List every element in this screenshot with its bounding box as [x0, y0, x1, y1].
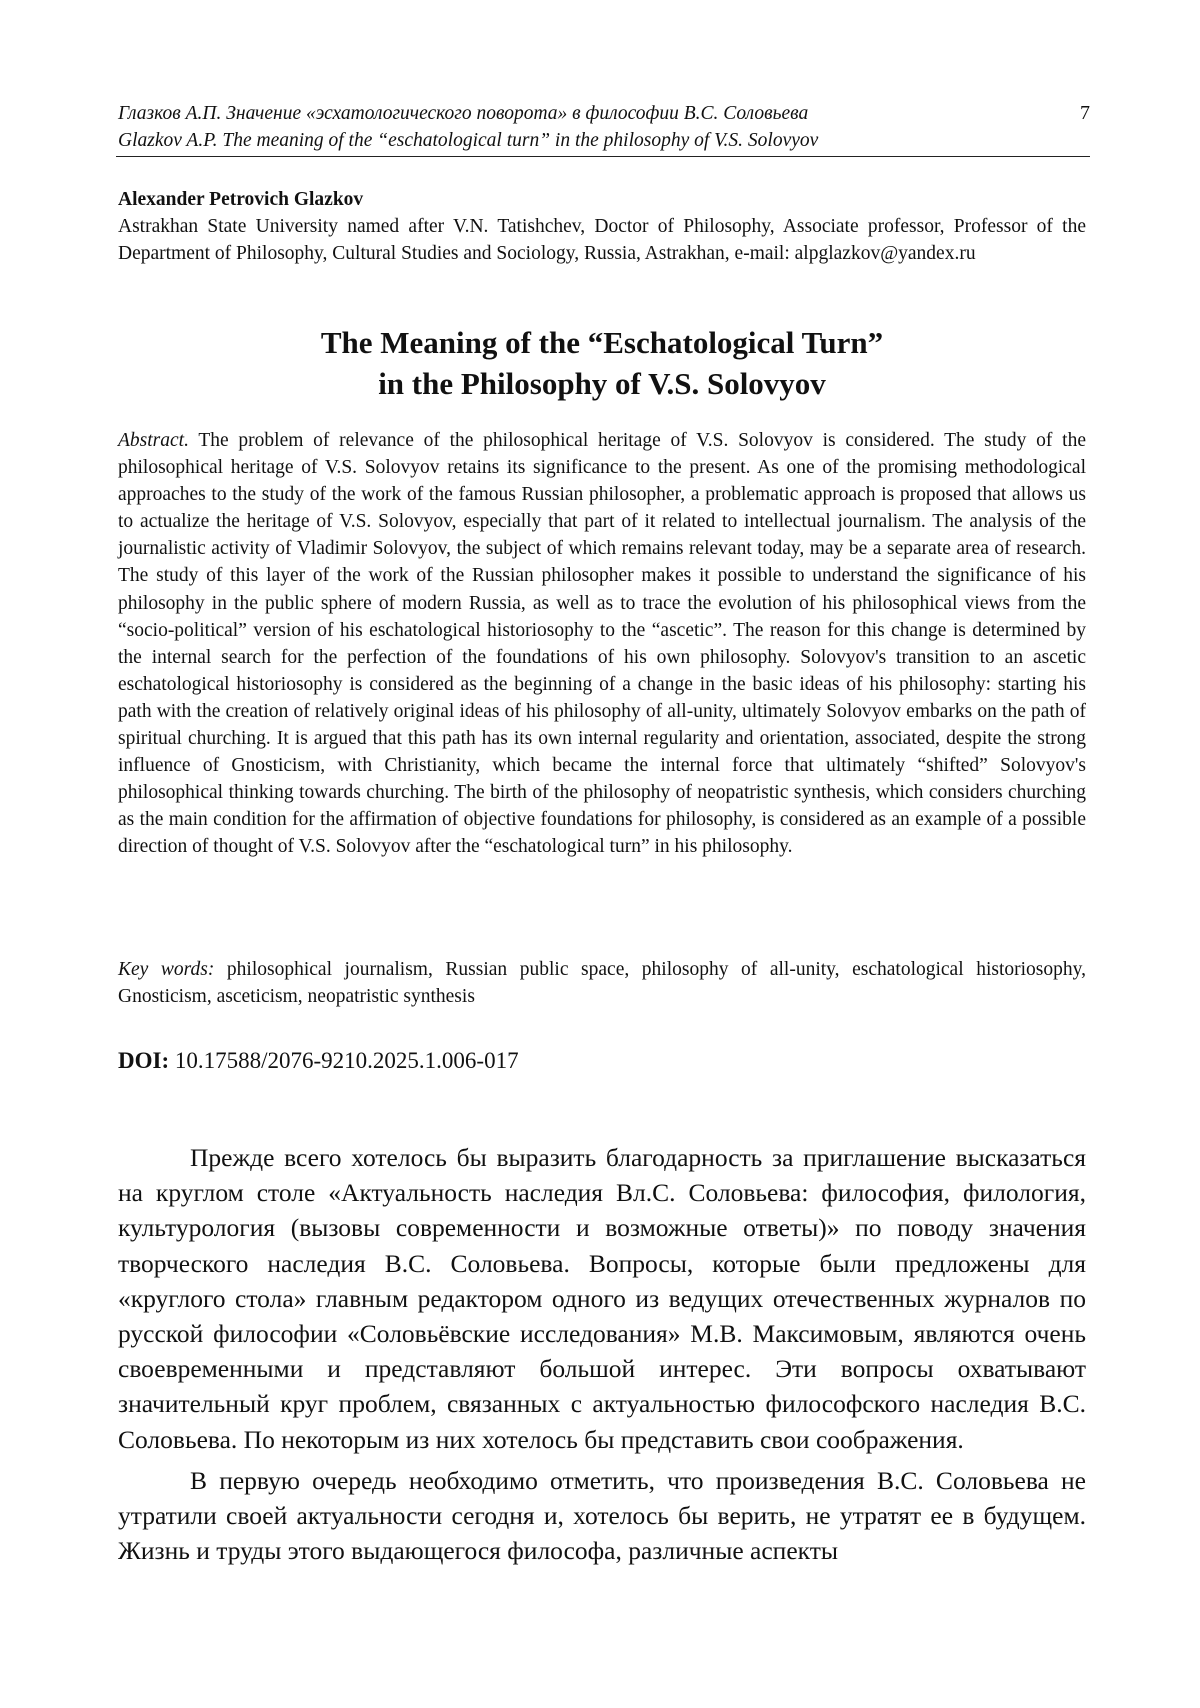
abstract-label: Abstract.: [118, 430, 189, 451]
keywords-text: philosophical journalism, Russian public space, philosophy of all-unity, eschatological historiosophy, Gnosticism, asceticism, neopatristic synthesis: [118, 959, 1086, 1007]
body-text: [118, 1140, 1086, 1568]
keywords-label: Key words:: [118, 959, 215, 980]
body-paragraph: Прежде всего хотелось бы выразить благодарность за приглашение высказаться на круглом столе «Актуальность наследия Вл.С. Соловьева: философия, филология, культурология (вызовы современности и возможные ответы)» по поводу значения творческого наследия В.С. Соловьева. Вопросы, которые были предложены для «круглого стола» главным редактором одного из ведущих отечественных журналов по русской философии «Соловьёвские исследования» М.В. Максимовым, являются очень своевременными и представляют большой интерес. Эти вопросы охватывают значительный круг проблем, связанных с актуальностью философского наследия В.С. Соловьева. По некоторым из них хотелось бы представить свои соображения.: [118, 1143, 1086, 1454]
abstract-text: The problem of relevance of the philosophical heritage of V.S. Solovyov is considered. The study of the philosophical heritage of V.S. Solovyov retains its significance to the present. As one of the promising methodological approaches to the study of the work of the famous Russian philosopher, a problematic approach is proposed that allows us to actualize the heritage of V.S. Solovyov, especially that part of it related to intellectual journalism. The analysis of the journalistic activity of Vladimir Solovyov, the subject of which remains relevant today, may be a separate area of research. The study of this layer of the work of the Russian philosopher makes it possible to understand the significance of his philosophy in the public sphere of modern Russia, as well as to trace the evolution of his philosophical views from the “socio-political” version of his eschatological historiosophy to the “ascetic”. The reason for this change is determined by the internal search for the perfection of the foundations of his own philosophy. Solovyov's transition to an ascetic eschatological historiosophy is considered as the beginning of a change in the basic ideas of his philosophy: starting his path with the creation of relatively original ideas of his philosophy of all-unity, ultimately Solovyov embarks on the path of spiritual churching. It is argued that this path has its own internal regularity and orientation, associated, despite the strong influence of Gnosticism, with Christianity, which became the internal force that ultimately “shifted” Solovyov's philosophical thinking towards churching. The birth of the philosophy of neopatristic synthesis, which considers churching as the main condition for the affirmation of objective foundations for philosophy, is considered as an example of a possible direction of thought of V.S. Solovyov after the “eschatological turn” in his philosophy.: [118, 430, 1086, 858]
article-title: [118, 322, 1086, 404]
author-name: Alexander Petrovich Glazkov: [118, 189, 364, 210]
keywords: [118, 956, 1086, 1010]
running-header: [118, 100, 1090, 154]
header-divider: [116, 156, 1090, 157]
abstract: [118, 427, 1086, 861]
body-paragraph: В первую очередь необходимо отметить, что произведения В.С. Соловьева не утратили своей актуальности сегодня и, хотелось бы верить, не утратят ее в будущем. Жизнь и труды этого выдающегося философа, различные аспекты: [118, 1465, 1086, 1566]
doi: [118, 1046, 1086, 1076]
article-title-line-1: The Meaning of the “Eschatological Turn”: [320, 325, 884, 360]
doi-value: 10.17588/2076-9210.2025.1.006-017: [169, 1048, 519, 1073]
author-block: [118, 186, 1086, 267]
running-header-ru: Глазков А.П. Значение «эсхатологического поворота» в философии В.С. Соловьева: [118, 103, 809, 124]
running-header-en: Glazkov A.P. The meaning of the “eschatological turn” in the philosophy of V.S. Solovyov: [118, 130, 819, 151]
page-number: 7: [1080, 102, 1090, 124]
doi-label: DOI:: [118, 1048, 170, 1073]
author-affiliation: Astrakhan State University named after V.N. Tatishchev, Doctor of Philosophy, Associate professor, Professor of the Department of Philosophy, Cultural Studies and Sociology, Russia, Astrakhan, e-mail: alpglazkov@yandex.ru: [118, 216, 1086, 264]
article-title-line-2: in the Philosophy of V.S. Solovyov: [378, 366, 826, 401]
